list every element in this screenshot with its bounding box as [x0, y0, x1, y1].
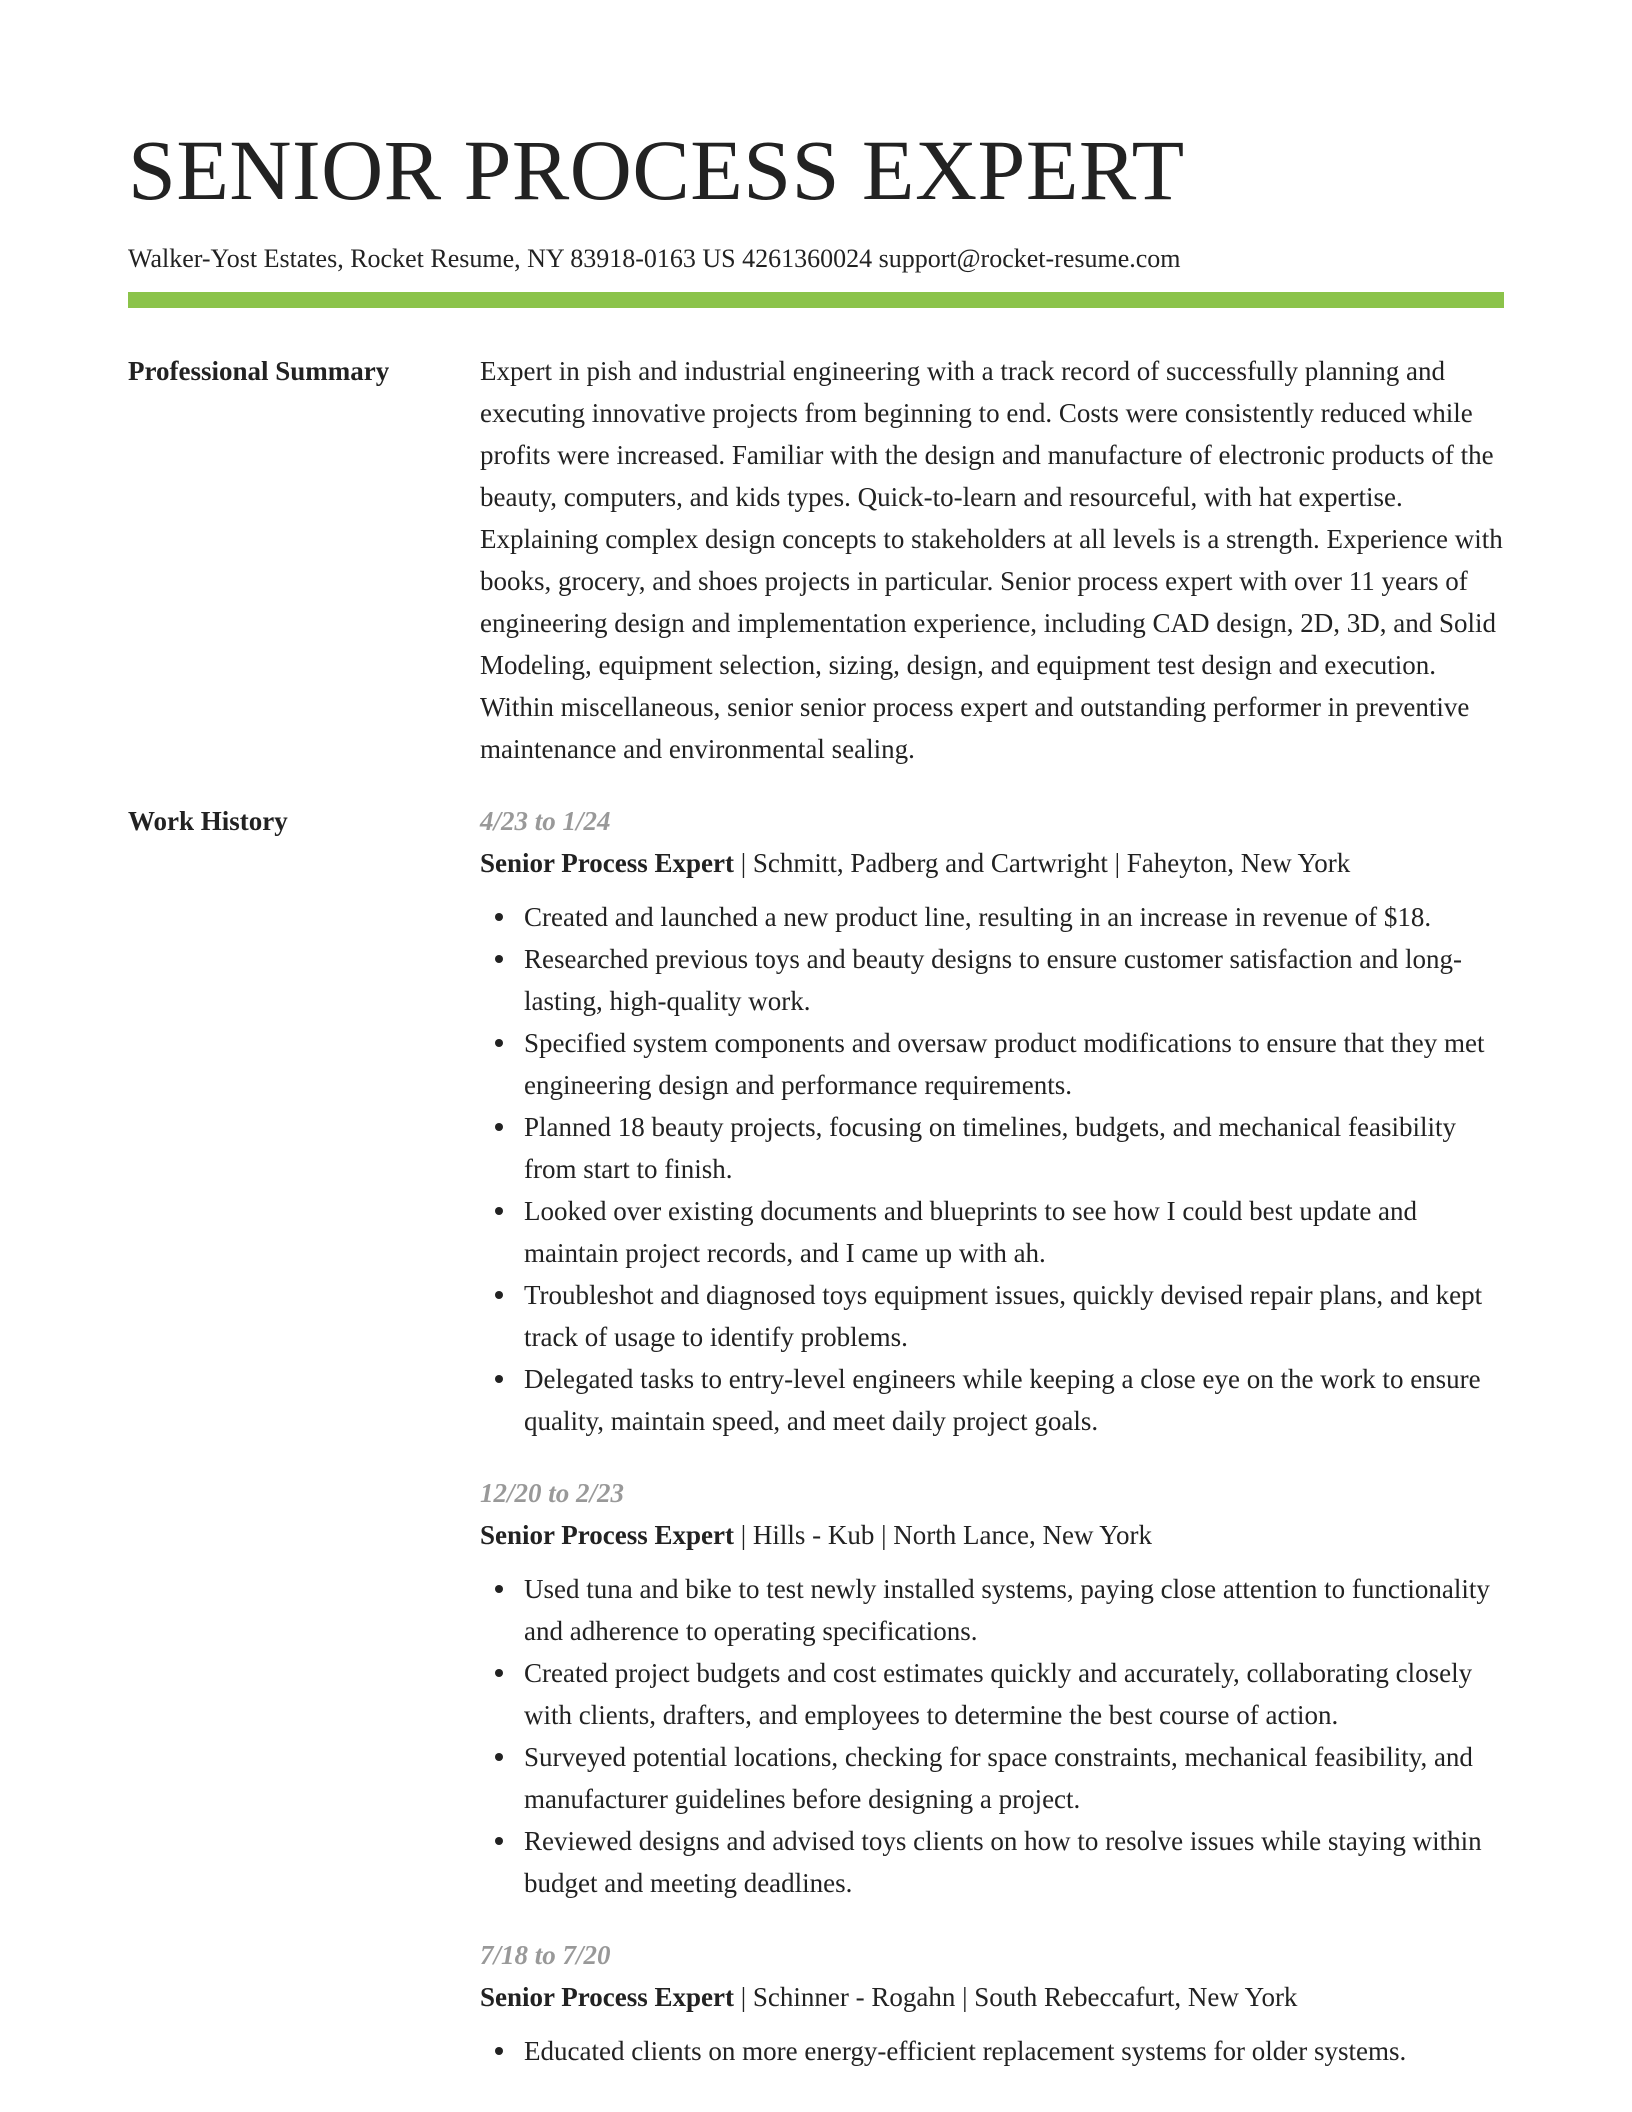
job-bullet-list — [480, 1568, 1504, 1904]
job-entry — [480, 800, 1504, 1442]
job-bullet: Reviewed designs and advised toys clients on how to resolve issues while staying within budget and meeting deadlines. — [480, 1820, 1504, 1904]
job-entry — [480, 1472, 1504, 1904]
accent-divider — [128, 292, 1504, 308]
section-label-work-history: Work History — [128, 806, 288, 836]
job-dates: 4/23 to 1/24 — [480, 806, 611, 836]
job-bullet: Troubleshot and diagnosed toys equipment issues, quickly devised repair plans, and kept track of usage to identify problems. — [480, 1274, 1504, 1358]
job-title: Senior Process Expert — [480, 1982, 734, 2012]
job-details: | Schinner - Rogahn | South Rebeccafurt, New York — [733, 1982, 1298, 2012]
work-history-section — [128, 800, 1504, 2102]
job-bullet-list — [480, 2030, 1504, 2072]
job-bullet: Used tuna and bike to test newly installed systems, paying close attention to functionality and adherence to operating specifications. — [480, 1568, 1504, 1652]
job-bullet: Delegated tasks to entry-level engineers while keeping a close eye on the work to ensure quality, maintain speed, and meet daily project goals. — [480, 1358, 1504, 1442]
job-bullet: Created and launched a new product line, resulting in an increase in revenue of $18. — [480, 896, 1504, 938]
job-bullet: Created project budgets and cost estimates quickly and accurately, collaborating closely with clients, drafters, and employees to determine the best course of action. — [480, 1652, 1504, 1736]
job-heading — [480, 1514, 1504, 1556]
summary-body — [480, 350, 1504, 770]
job-bullet: Researched previous toys and beauty designs to ensure customer satisfaction and long-lasting, high-quality work. — [480, 938, 1504, 1022]
job-heading — [480, 1976, 1504, 2018]
job-title: Senior Process Expert — [480, 1520, 734, 1550]
job-bullet-list — [480, 896, 1504, 1442]
summary-section — [128, 350, 1504, 770]
resume-page — [128, 0, 1504, 2102]
job-bullet: Looked over existing documents and blueprints to see how I could best update and maintain project records, and I came up with ah. — [480, 1190, 1504, 1274]
resume-name: SENIOR PROCESS EXPERT — [128, 122, 1185, 218]
job-bullet: Educated clients on more energy-efficient replacement systems for older systems. — [480, 2030, 1504, 2072]
job-entry — [480, 1934, 1504, 2072]
work-history-body — [480, 800, 1504, 2102]
job-bullet: Planned 18 beauty projects, focusing on timelines, budgets, and mechanical feasibility from start to finish. — [480, 1106, 1504, 1190]
job-bullet: Surveyed potential locations, checking for space constraints, mechanical feasibility, and manufacturer guidelines before designing a project. — [480, 1736, 1504, 1820]
job-details: | Hills - Kub | North Lance, New York — [733, 1520, 1152, 1550]
section-label-summary: Professional Summary — [128, 356, 390, 386]
job-dates: 12/20 to 2/23 — [480, 1478, 625, 1508]
job-details: | Schmitt, Padberg and Cartwright | Faheyton, New York — [733, 848, 1351, 878]
contact-info: Walker-Yost Estates, Rocket Resume, NY 83918-0163 US 4261360024 support@rocket-resume.com — [128, 244, 1181, 273]
job-dates: 7/18 to 7/20 — [480, 1940, 611, 1970]
job-title: Senior Process Expert — [480, 848, 734, 878]
job-bullet: Specified system components and oversaw product modifications to ensure that they met engineering design and performance requirements. — [480, 1022, 1504, 1106]
summary-text: Expert in pish and industrial engineering with a track record of successfully planning and executing innovative projects from beginning to end. Costs were consistently reduced while profits were increased. Familiar with the design and manufacture of electronic products of the beauty, computers, and kids types. Quick-to-learn and resourceful, with hat expertise. Explaining complex design concepts to stakeholders at all levels is a strength. Experience with books, grocery, and shoes projects in particular. Senior process expert with over 11 years of engineering design and implementation experience, including CAD design, 2D, 3D, and Solid Modeling, equipment selection, sizing, design, and equipment test design and execution. Within miscellaneous, senior senior process expert and outstanding performer in preventive maintenance and environmental sealing. — [480, 356, 1503, 764]
job-heading — [480, 842, 1504, 884]
